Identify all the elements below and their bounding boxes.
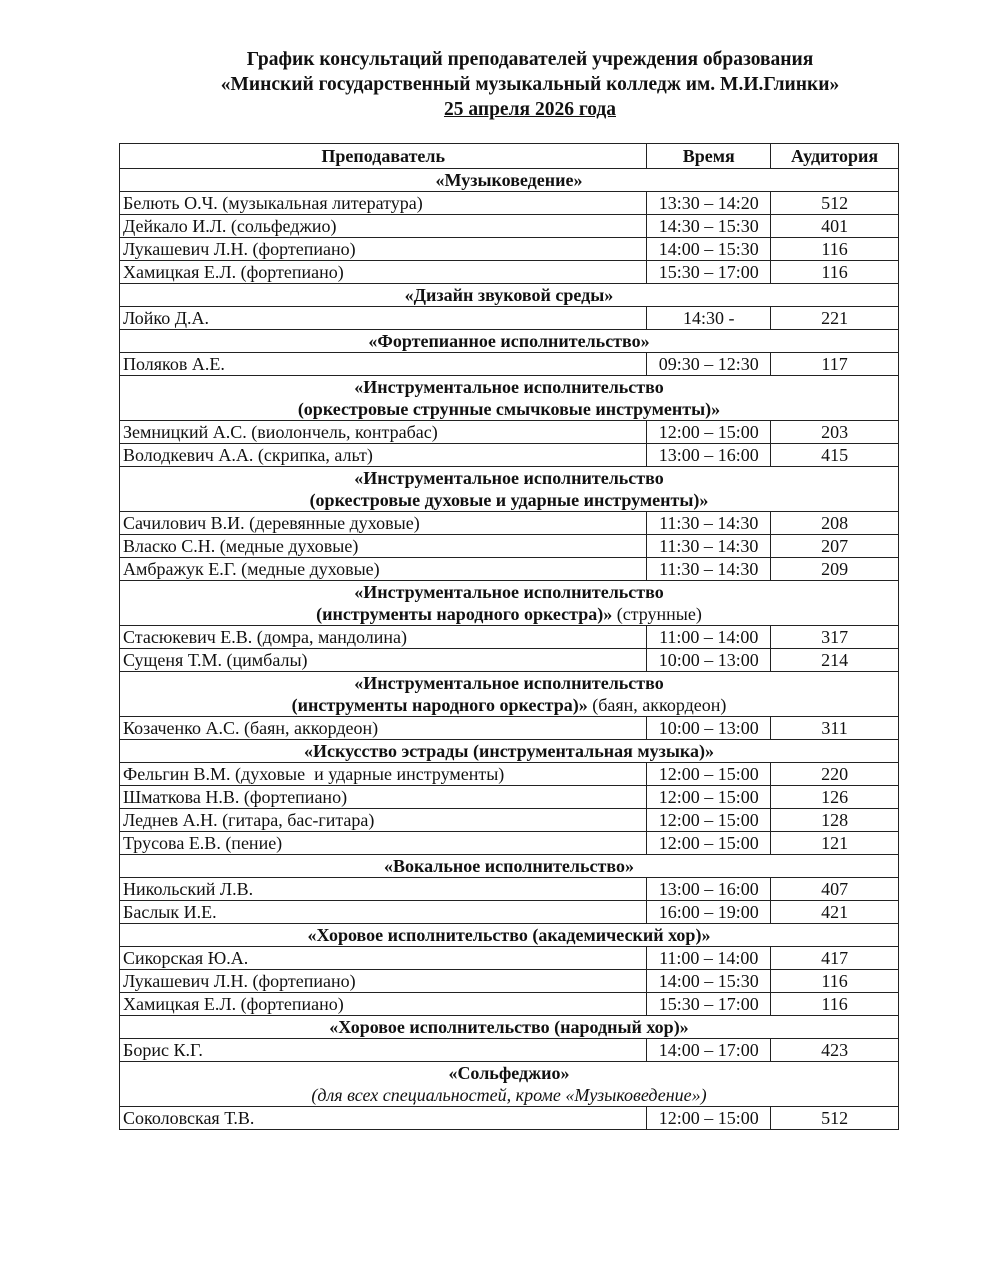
room-cell: 417 [771,947,899,970]
title-date: 25 апреля 2026 года [443,99,616,120]
table-row [120,649,899,672]
section-title [120,284,899,307]
room-cell: 221 [771,307,899,330]
table-row [120,238,899,261]
time-cell: 09:30 – 12:30 [647,353,771,376]
room-cell: 208 [771,512,899,535]
section-title [120,740,899,763]
time-cell: 13:30 – 14:20 [647,192,771,215]
section-title-suffix: (струнные) [612,604,702,624]
section-title-line-2 [123,603,895,625]
teacher-cell: Земницкий А.С. (виолончель, контрабас) [120,421,647,444]
room-cell: 512 [771,1107,899,1130]
section-title [120,855,899,878]
teacher-cell: Лукашевич Л.Н. (фортепиано) [120,970,647,993]
section-header-row [120,284,899,307]
section-title [120,330,899,353]
table-row [120,947,899,970]
table-body [120,169,899,1130]
section-title-line-2 [123,489,895,511]
column-header-teacher: Преподаватель [120,144,647,169]
section-title [120,169,899,192]
teacher-cell: Белють О.Ч. (музыкальная литература) [120,192,647,215]
table-row [120,261,899,284]
table-row [120,786,899,809]
time-cell: 14:00 – 15:30 [647,238,771,261]
title-line-2: «Минский государственный музыкальный колледж им. М.И.Глинки» [220,74,840,95]
document-title [0,47,989,122]
time-cell: 13:00 – 16:00 [647,878,771,901]
time-cell: 15:30 – 17:00 [647,261,771,284]
table-row [120,970,899,993]
section-title-line-1: «Фортепианное исполнительство» [368,331,650,351]
room-cell: 116 [771,970,899,993]
section-title-line-1: «Вокальное исполнительство» [384,856,634,876]
table-row [120,192,899,215]
table-row [120,1107,899,1130]
time-cell: 13:00 – 16:00 [647,444,771,467]
time-cell: 12:00 – 15:00 [647,763,771,786]
section-title-line-2-main: (оркестровые струнные смычковые инструменты)» [297,399,721,419]
section-header-row [120,924,899,947]
teacher-cell: Хамицкая Е.Л. (фортепиано) [120,261,647,284]
time-cell: 12:00 – 15:00 [647,421,771,444]
schedule-table [119,143,899,1130]
teacher-cell: Борис К.Г. [120,1039,647,1062]
teacher-cell: Стасюкевич Е.В. (домра, мандолина) [120,626,647,649]
table-row [120,878,899,901]
room-cell: 121 [771,832,899,855]
section-title [120,1062,899,1107]
teacher-cell: Баслык И.Е. [120,901,647,924]
teacher-cell: Шматкова Н.В. (фортепиано) [120,786,647,809]
teacher-cell: Володкевич А.А. (скрипка, альт) [120,444,647,467]
time-cell: 14:00 – 17:00 [647,1039,771,1062]
table-row [120,421,899,444]
table-row [120,1039,899,1062]
time-cell: 12:00 – 15:00 [647,1107,771,1130]
time-cell: 12:00 – 15:00 [647,832,771,855]
time-cell: 11:30 – 14:30 [647,535,771,558]
room-cell: 220 [771,763,899,786]
time-cell: 10:00 – 13:00 [647,649,771,672]
teacher-cell: Лукашевич Л.Н. (фортепиано) [120,238,647,261]
teacher-cell: Сикорская Ю.А. [120,947,647,970]
time-cell: 14:30 – 15:30 [647,215,771,238]
table-header-row [120,144,899,169]
room-cell: 117 [771,353,899,376]
section-header-row [120,855,899,878]
teacher-cell: Леднев А.Н. (гитара, бас-гитара) [120,809,647,832]
table-row [120,717,899,740]
section-title-line-1: «Дизайн звуковой среды» [404,285,614,305]
room-cell: 128 [771,809,899,832]
teacher-cell: Поляков А.Е. [120,353,647,376]
section-title-line-1: «Инструментальное исполнительство [354,673,664,693]
section-title-line-1: «Инструментальное исполнительство [354,468,664,488]
section-title [120,924,899,947]
table-row [120,993,899,1016]
teacher-cell: Лойко Д.А. [120,307,647,330]
section-title-suffix: (баян, аккордеон) [587,695,727,715]
section-title-line-1: «Сольфеджио» [448,1063,570,1083]
section-header-row [120,1016,899,1039]
teacher-cell: Сачилович В.И. (деревянные духовые) [120,512,647,535]
section-title-line-2 [123,398,895,420]
section-title-line-1: «Хоровое исполнительство (народный хор)» [329,1017,689,1037]
teacher-cell: Дейкало И.Л. (сольфеджио) [120,215,647,238]
table-row [120,307,899,330]
column-header-room: Аудитория [771,144,899,169]
table-row [120,901,899,924]
teacher-cell: Власко С.Н. (медные духовые) [120,535,647,558]
section-title-line-2 [123,694,895,716]
room-cell: 207 [771,535,899,558]
section-header-row [120,740,899,763]
room-cell: 203 [771,421,899,444]
table-row [120,809,899,832]
time-cell: 11:30 – 14:30 [647,558,771,581]
section-title-line-1: «Музыковедение» [435,170,583,190]
time-cell: 11:30 – 14:30 [647,512,771,535]
section-title [120,467,899,512]
section-title-line-1: «Хоровое исполнительство (академический хор)» [307,925,711,945]
section-title-line-2-main: (оркестровые духовые и ударные инструменты)» [309,490,709,510]
room-cell: 421 [771,901,899,924]
table-row [120,215,899,238]
room-cell: 415 [771,444,899,467]
table-row [120,558,899,581]
table-row [120,832,899,855]
room-cell: 126 [771,786,899,809]
section-header-row [120,672,899,717]
column-header-time: Время [647,144,771,169]
section-title-line-2-main: (инструменты народного оркестра)» [316,604,613,624]
room-cell: 407 [771,878,899,901]
section-header-row [120,169,899,192]
teacher-cell: Амбражук Е.Г. (медные духовые) [120,558,647,581]
teacher-cell: Хамицкая Е.Л. (фортепиано) [120,993,647,1016]
title-line-1: График консультаций преподавателей учреждения образования [246,49,814,70]
section-title [120,376,899,421]
section-header-row [120,467,899,512]
time-cell: 10:00 – 13:00 [647,717,771,740]
time-cell: 12:00 – 15:00 [647,786,771,809]
teacher-cell: Соколовская Т.В. [120,1107,647,1130]
room-cell: 401 [771,215,899,238]
room-cell: 214 [771,649,899,672]
teacher-cell: Фельгин В.М. (духовые и ударные инструменты) [120,763,647,786]
section-title [120,1016,899,1039]
section-header-row [120,1062,899,1107]
table-row [120,353,899,376]
section-header-row [120,330,899,353]
section-title-line-1: «Инструментальное исполнительство [354,582,664,602]
time-cell: 12:00 – 15:00 [647,809,771,832]
teacher-cell: Козаченко А.С. (баян, аккордеон) [120,717,647,740]
table-row [120,444,899,467]
teacher-cell: Трусова Е.В. (пение) [120,832,647,855]
time-cell: 15:30 – 17:00 [647,993,771,1016]
time-cell: 14:30 - [647,307,771,330]
room-cell: 116 [771,238,899,261]
section-title [120,672,899,717]
section-title [120,581,899,626]
teacher-cell: Никольский Л.В. [120,878,647,901]
table-row [120,626,899,649]
room-cell: 512 [771,192,899,215]
table-row [120,763,899,786]
room-cell: 311 [771,717,899,740]
section-header-row [120,376,899,421]
section-title-line-2-main: (инструменты народного оркестра)» [291,695,588,715]
time-cell: 11:00 – 14:00 [647,947,771,970]
room-cell: 209 [771,558,899,581]
room-cell: 317 [771,626,899,649]
section-title-line-1: «Искусство эстрады (инструментальная музыка)» [303,741,714,761]
time-cell: 16:00 – 19:00 [647,901,771,924]
time-cell: 14:00 – 15:30 [647,970,771,993]
section-title-line-1: «Инструментальное исполнительство [354,377,664,397]
teacher-cell: Сущеня Т.М. (цимбалы) [120,649,647,672]
room-cell: 423 [771,1039,899,1062]
table-row [120,512,899,535]
section-note: (для всех специальностей, кроме «Музыковедение») [311,1085,707,1105]
time-cell: 11:00 – 14:00 [647,626,771,649]
room-cell: 116 [771,261,899,284]
section-header-row [120,581,899,626]
table-row [120,535,899,558]
room-cell: 116 [771,993,899,1016]
